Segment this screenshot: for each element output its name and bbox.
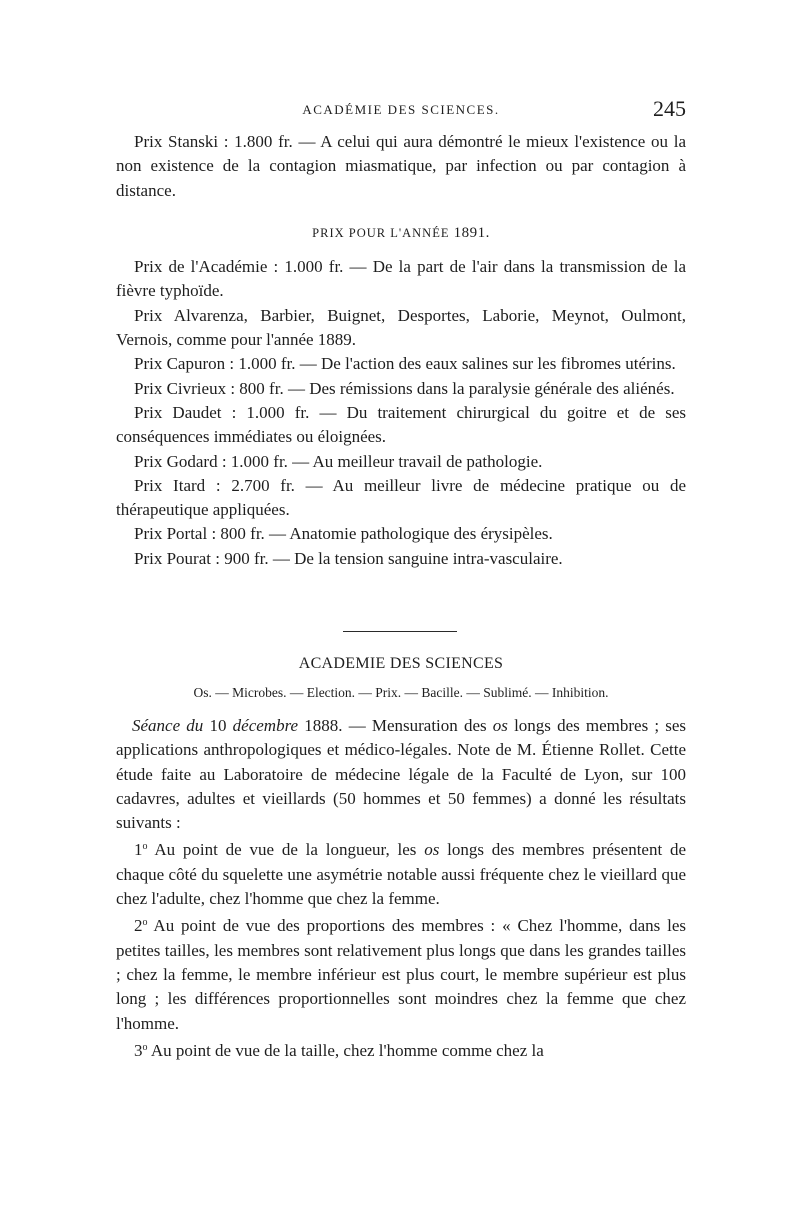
point-2-text: Au point de vue des proportions des membres : « Chez l'homme, dans les petites tailles, les membres sont relativement plus longs que dans les grandes tailles ; chez la femme, le membre inférieur est plus court, le membre supérieur est plus long ; les différences proportionnelles sont moindres chez la femme que chez l'homme. — [116, 916, 687, 1033]
prize-entry: Prix Godard : 1.000 fr. — Au meilleur travail de pathologie. — [134, 451, 543, 471]
prize-entry-stanski: Prix Stanski : 1.800 fr. — A celui qui aura démontré le mieux l'existence ou la non existence de la contagion miasmatique, par infection ou par contagion à distance. — [116, 132, 686, 200]
year-heading-prefix: PRIX POUR L'ANNÉE — [312, 225, 450, 240]
prize-entry: Prix Capuron : 1.000 fr. — De l'action des eaux salines sur les fibromes utérins. — [134, 354, 676, 374]
running-head — [116, 96, 686, 126]
os-word: os — [492, 716, 508, 735]
ordinal-mark: o — [142, 917, 148, 929]
section-title: ACADEMIE DES SCIENCES — [298, 655, 504, 672]
ordinal-mark: o — [142, 1041, 148, 1053]
page-number: 245 — [653, 96, 686, 121]
point-1-number: 1 — [134, 840, 143, 860]
year-heading-year: 1891. — [453, 224, 490, 241]
prize-list — [116, 130, 686, 571]
prize-entry: Prix de l'Académie : 1.000 fr. — De la part de l'air dans la transmission de la fièvre typhoïde. — [116, 257, 686, 301]
point-2 — [116, 911, 686, 1035]
point-2-number: 2 — [134, 916, 143, 936]
seance-paragraph — [116, 714, 686, 835]
running-title: ACADÉMIE DES SCIENCES. — [302, 102, 500, 117]
point-3-text: Au point de vue de la taille, chez l'homme comme chez la — [150, 1040, 544, 1060]
point-1-text-b: longs des membres présentent de chaque côté du squelette une asymétrie notable aussi fréquente chez le vieillard que chez l'adulte, chez l'homme que chez la femme. — [116, 840, 687, 909]
ordinal-mark: o — [142, 841, 148, 853]
prize-entry: Prix Pourat : 900 fr. — De la tension sanguine intra-vasculaire. — [134, 548, 563, 568]
seance-label: Séance du — [132, 716, 204, 735]
section-body — [116, 714, 686, 1063]
year-heading — [116, 221, 686, 245]
seance-paragraph-text: longs des membres ; ses applications anthropologiques et médico-légales. Note de M. Étienne Rollet. Cette étude faite au Laboratoire de médecine légale de la Faculté de Lyon, sur 100 cadavres, adultes et vieillards (50 hommes et 50 femmes) a donné les résultats suivants : — [116, 716, 687, 833]
seance-day: 10 — [209, 716, 227, 735]
section-topics: Os. — Microbes. — Election. — Prix. — Bacille. — Sublimé. — Inhibition. — [193, 685, 609, 700]
os-word: os — [424, 840, 440, 860]
point-3-number: 3 — [134, 1040, 143, 1060]
prize-entry: Prix Alvarenza, Barbier, Buignet, Desportes, Laborie, Meynot, Oulmont, Vernois, comme pour l'année 1889. — [116, 305, 686, 350]
prize-entry: Prix Daudet : 1.000 fr. — Du traitement chirurgical du goitre et de ses conséquences immédiates ou éloignées. — [116, 402, 686, 447]
point-1-text-a: Au point de vue de la longueur, les — [154, 840, 417, 860]
section-divider — [343, 631, 457, 632]
prize-entry: Prix Civrieux : 800 fr. — Des rémissions dans la paralysie générale des aliénés. — [134, 378, 675, 398]
point-3 — [116, 1036, 686, 1063]
prize-entry: Prix Itard : 2.700 fr. — Au meilleur livre de médecine pratique ou de thérapeutique appliquées. — [116, 475, 686, 520]
prize-entry: Prix Portal : 800 fr. — Anatomie pathologique des érysipèles. — [134, 524, 553, 544]
seance-month: décembre — [232, 716, 299, 735]
seance-heading-rest: 1888. — Mensuration des — [304, 716, 487, 735]
academie-section — [116, 655, 686, 1063]
point-1 — [116, 835, 686, 911]
